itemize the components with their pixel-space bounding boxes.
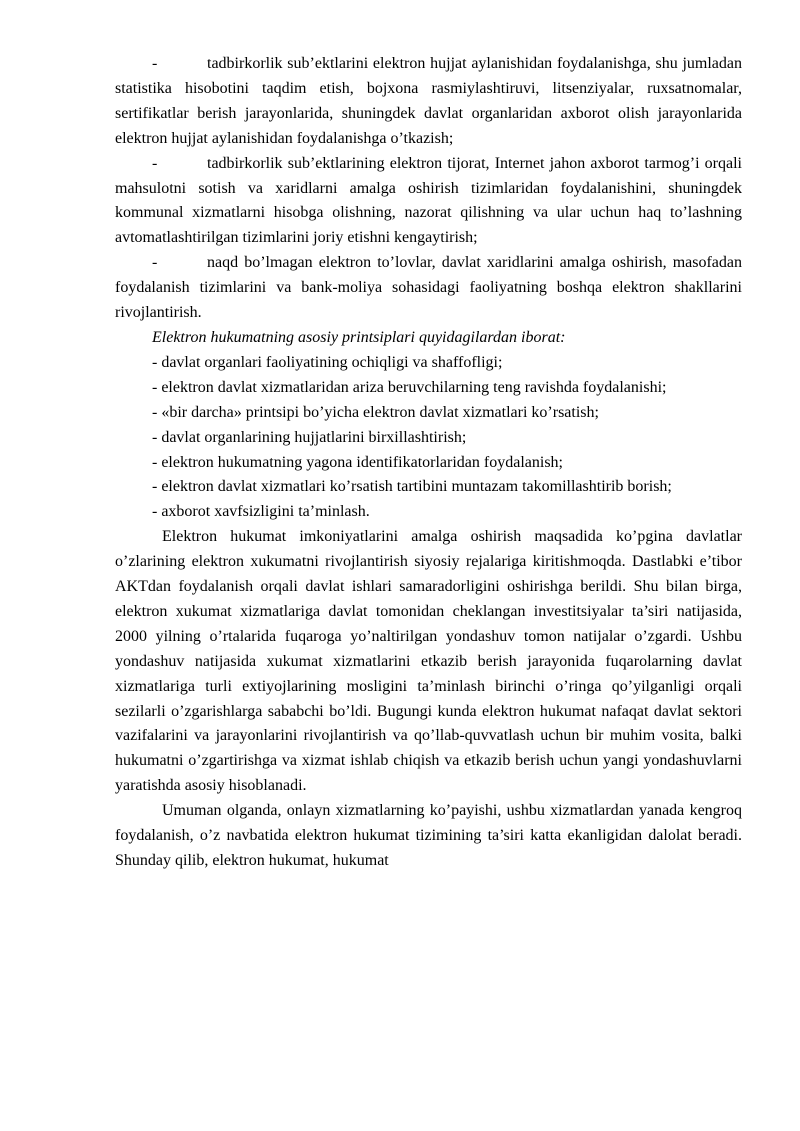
body-paragraph: Elektron hukumat imkoniyatlarini amalga oshirish maqsadida ko’pgina davlatlar o’zlarining elektron xukumatni rivojlantirish siyosiy rejalariga kiritishmoqda. Dastlabki e’tibor AKTdan foydalanish orqali davlat ishlari samaradorligini oshirishga berildi. Shu bilan birga, elektron xukumat xizmatlariga davlat tomonidan cheklangan investitsiyalar ta’siri natijasida, 2000 yilning o’rtalarida fuqaroga yo’naltirilgan yondashuv tomon natijalar o’zgardi. Ushbu yondashuv natijasida xukumat xizmatlarini etkazib berish jarayonida fuqarolarning davlat xizmatlariga turli extiyojlarining mosligini ta’minlash birinchi o’ringa qo’yilganligi orqali sezilarli o’zgarishlarga sababchi bo’ldi. Bugungi kunda elektron hukumat nafaqat davlat sektori vazifalarini va jarayonlarini rivojlantirish va qo’llab-quvvatlash uchun bir muhim vosita, balki hukumatni o’zgartirishga va xizmat ishlab chiqish va etkazib berish uchun yangi yondashuvlarni yaratishda asosiy hisoblanadi. <box>115 528 742 795</box>
principle-item: - elektron hukumatning yagona identifikatorlaridan foydalanish; <box>152 453 563 471</box>
principle-item: - elektron davlat xizmatlari ko’rsatish tartibini muntazam takomillashtirib borish; <box>152 478 672 496</box>
principle-item: - davlat organlarining hujjatlarini birxillashtirish; <box>152 428 467 446</box>
dash-item <box>115 152 742 252</box>
dash-item-text: tadbirkorlik sub’ektlarining elektron tijorat, Internet jahon axborot tarmog’i orqali mahsulotni sotish va xaridlarni amalga oshirish tizimlaridan foydalanishini, shuningdek kommunal xizmatlarni hisobga olishning, nazorat qilishning va ular uchun haq to’lashning avtomatlashtirilgan tizimlarini joriy etishni kengaytirish; <box>115 154 742 247</box>
dash-marker: - <box>152 254 158 272</box>
dash-item-text: tadbirkorlik sub’ektlarini elektron hujjat aylanishidan foydalanishga, shu jumladan statistika hisobotini taqdim etish, bojxona rasmiylashtiruvi, litsenziyalar, ruxsatnomalar, sertifikatlar berish jarayonlarida, shuningdek davlat organlaridan axborot olish jarayonlarida elektron hujjat aylanishidan foydalanishga o’tkazish; <box>115 55 742 147</box>
principle-item: - elektron davlat xizmatlaridan ariza beruvchilarning teng ravishda foydalanishi; <box>152 378 667 396</box>
document-page <box>115 52 742 874</box>
dash-item <box>115 251 742 326</box>
body-paragraph: Umuman olganda, onlayn xizmatlarning ko’payishi, ushbu xizmatlardan yanada kengroq foydalanish, o’z navbatida elektron hukumat tizimining ta’siri katta ekanligidan dalolat beradi. Shunday qilib, elektron hukumat, hukumat <box>115 802 742 869</box>
principles-heading: Elektron hukumatning asosiy printsiplari quyidagilardan iborat: <box>152 328 566 346</box>
principle-item: - davlat organlari faoliyatining ochiqligi va shaffofligi; <box>152 353 503 371</box>
dash-marker: - <box>152 154 158 172</box>
principle-item: - «bir darcha» printsipi bo’yicha elektron davlat xizmatlari ko’rsatish; <box>152 403 599 421</box>
dash-item-text: naqd bo’lmagan elektron to’lovlar, davlat xaridlarini amalga oshirish, masofadan foydalanish tizimlarini va bank-moliya sohasidagi faoliyatning boshqa elektron shakllarini rivojlantirish. <box>115 254 742 322</box>
dash-marker: - <box>152 55 158 72</box>
principle-item: - axborot xavfsizligini ta’minlash. <box>152 503 370 521</box>
dash-item <box>115 52 742 152</box>
